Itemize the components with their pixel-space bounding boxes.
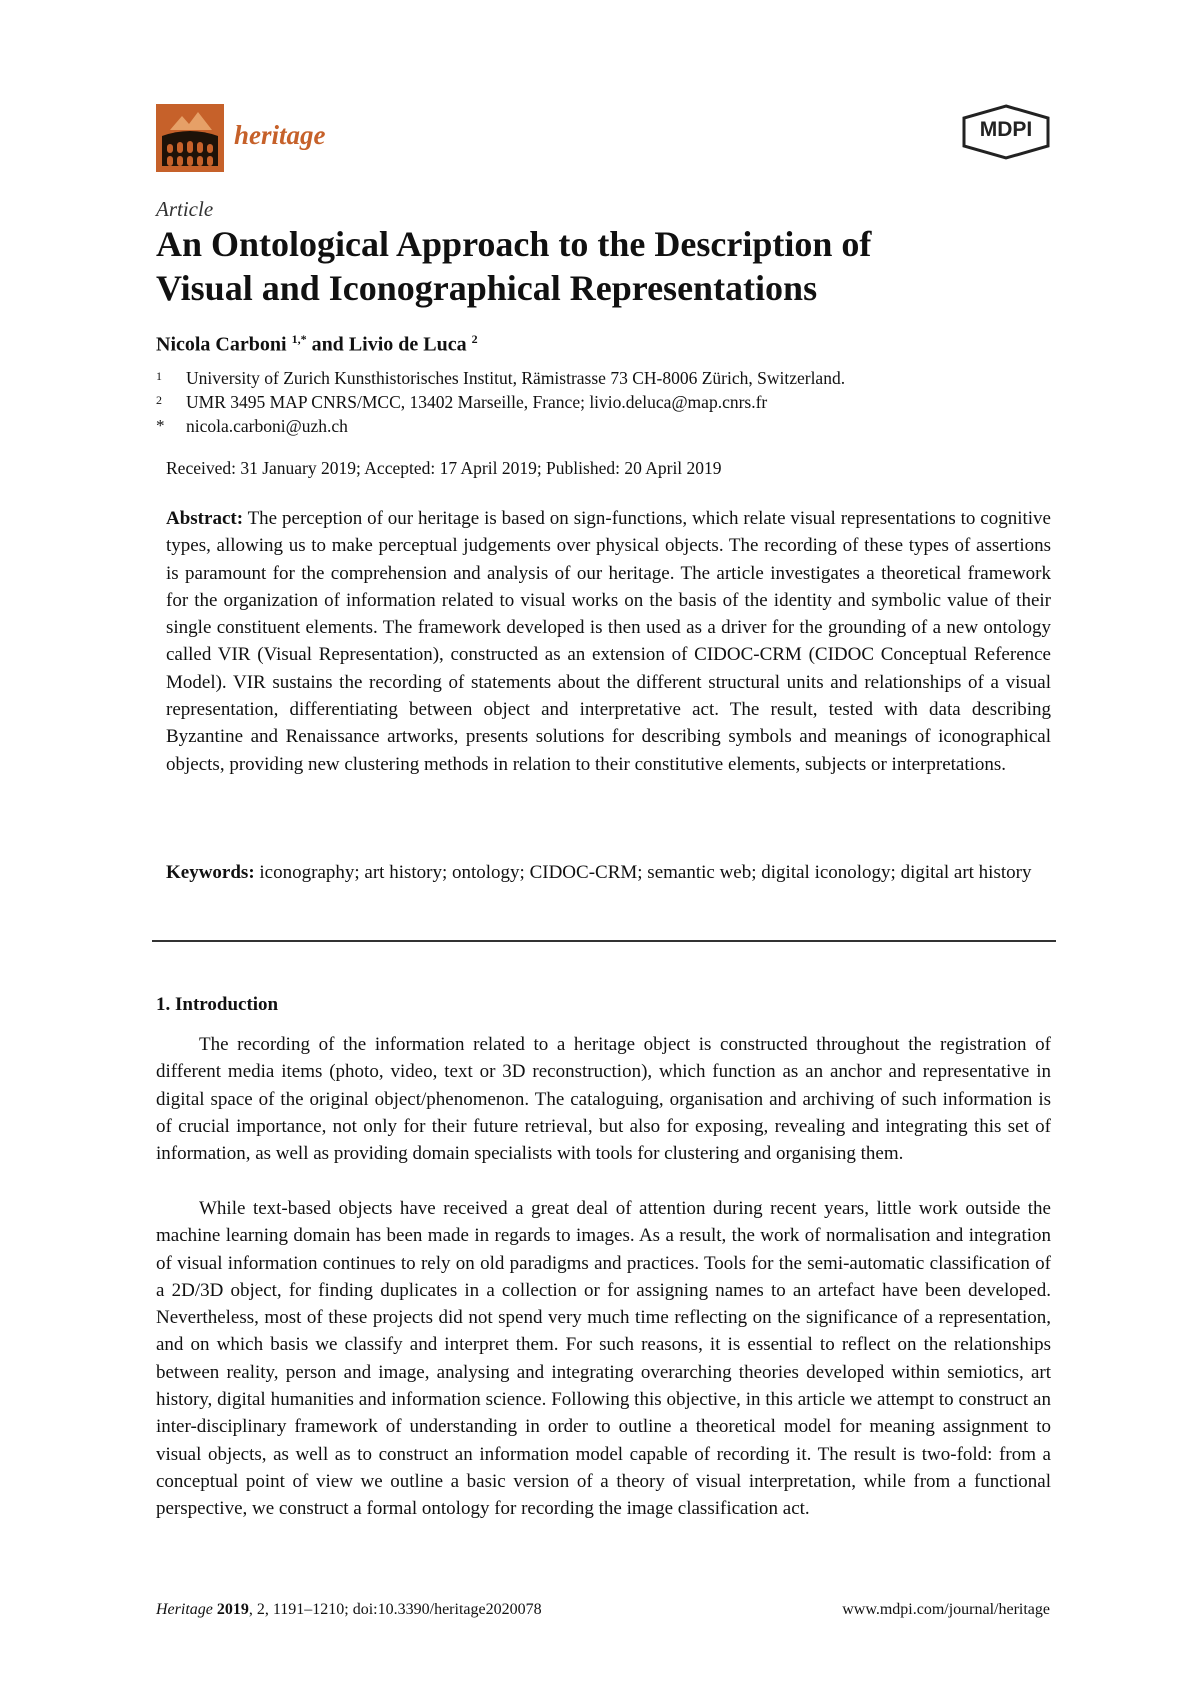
colosseum-icon	[156, 104, 224, 172]
footer-citation: , 2, 1191–1210; doi:10.3390/heritage2020078	[248, 1601, 542, 1618]
footer-journal: Heritage	[156, 1601, 213, 1618]
keywords-label: Keywords:	[166, 862, 255, 883]
mdpi-logo-text: MDPI	[979, 118, 1033, 141]
mdpi-logo	[960, 104, 1052, 160]
affiliation-text: University of Zurich Kunsthistorisches Institut, Rämistrasse 73 CH-8006 Zürich, Switzerland.	[186, 368, 846, 388]
correspondence-email: nicola.carboni@uzh.ch	[186, 416, 348, 436]
affiliation-text: UMR 3495 MAP CNRS/MCC, 13402 Marseille, France; livio.deluca@map.cnrs.fr	[186, 392, 768, 412]
abstract-label: Abstract:	[166, 508, 244, 529]
heritage-journal-logo	[156, 104, 224, 172]
affiliation-item	[156, 392, 767, 413]
author-affiliation-marker: 1,*	[291, 332, 307, 346]
journal-name: heritage	[234, 120, 326, 150]
body-paragraph: While text-based objects have received a great deal of attention during recent years, little work outside the machine learning domain has been made in regards to images. As a result, the work of normalisation and integration of visual information continues to rely on old paradigms and practices. Tools for the semi-automatic classification of a 2D/3D object, for finding duplicates in a collection or for assigning names to an artefact have been developed. Nevertheless, most of these projects did not spend very much time reflecting on the significance of a representation, and on which basis we classify and interpret them. For such reasons, it is essential to reflect on the relationships between reality, person and image, analysing and integrating overarching theories developed within semiotics, art history, digital humanities and information science. Following this objective, in this article we attempt to construct an inter-disciplinary framework of understanding in order to outline a theoretical model for meaning assignment to visual objects, as well as to construct an information model capable of recording it. The result is two-fold: from a conceptual point of view we outline a basic version of a theory of visual interpretation, while from a functional perspective, we construct a formal ontology for recording the image classification act.	[156, 1198, 1051, 1520]
article-type: Article	[156, 197, 214, 221]
title-line-2: Visual and Iconographical Representations	[156, 268, 818, 308]
article-title	[156, 222, 1056, 310]
abstract-text: The perception of our heritage is based on sign-functions, which relate visual representations to cognitive types, allowing us to make perceptual judgements over physical objects. The recording of these types of assertions is paramount for the comprehension and analysis of our heritage. The article investigates a theoretical framework for the organization of information related to visual works on the basis of the identity and symbolic value of their single constituent elements. The framework developed is then used as a driver for the grounding of a new ontology called VIR (Visual Representation), constructed as an extension of CIDOC-CRM (CIDOC Conceptual Reference Model). VIR sustains the recording of statements about the different structural units and relationships of a visual representation, differentiating between object and interpretative act. The result, tested with data describing Byzantine and Renaissance artworks, presents solutions for describing symbols and meanings of iconographical objects, providing new clustering methods in relation to their constitutive elements, subjects or interpretations.	[166, 508, 1051, 775]
keywords	[166, 859, 1051, 886]
affiliation-marker: 1	[156, 369, 162, 383]
journal-url[interactable]: www.mdpi.com/journal/heritage	[842, 1601, 1050, 1618]
publication-dates: Received: 31 January 2019; Accepted: 17 April 2019; Published: 20 April 2019	[166, 458, 722, 478]
author-list	[156, 332, 478, 357]
author-name: Livio de Luca	[348, 333, 467, 356]
section-heading: 1. Introduction	[156, 994, 279, 1015]
abstract	[166, 505, 1051, 778]
affiliation-item	[156, 368, 845, 389]
body-paragraph: The recording of the information related to a heritage object is constructed throughout the registration of different media items (photo, video, text or 3D reconstruction), which function as an anchor and representative in digital space of the original object/phenomenon. The cataloguing, organisation and archiving of such information is of crucial importance, not only for their future retrieval, but also for exposing, revealing and integrating this set of information, as well as providing domain specialists with tools for clustering and organising them.	[156, 1034, 1051, 1165]
keywords-text: iconography; art history; ontology; CIDOC-CRM; semantic web; digital iconology; digital art history	[259, 862, 1032, 883]
author-conjunction: and	[311, 333, 344, 356]
citation-footer	[156, 1601, 542, 1619]
affiliation-marker: 2	[156, 393, 162, 407]
correspondence-item	[156, 416, 348, 437]
correspondence-marker: *	[156, 416, 165, 435]
author-affiliation-marker: 2	[471, 332, 478, 346]
section-divider	[152, 940, 1056, 942]
title-line-1: An Ontological Approach to the Description of	[156, 224, 872, 264]
footer-year: 2019	[216, 1601, 249, 1618]
author-name: Nicola Carboni	[156, 333, 287, 356]
